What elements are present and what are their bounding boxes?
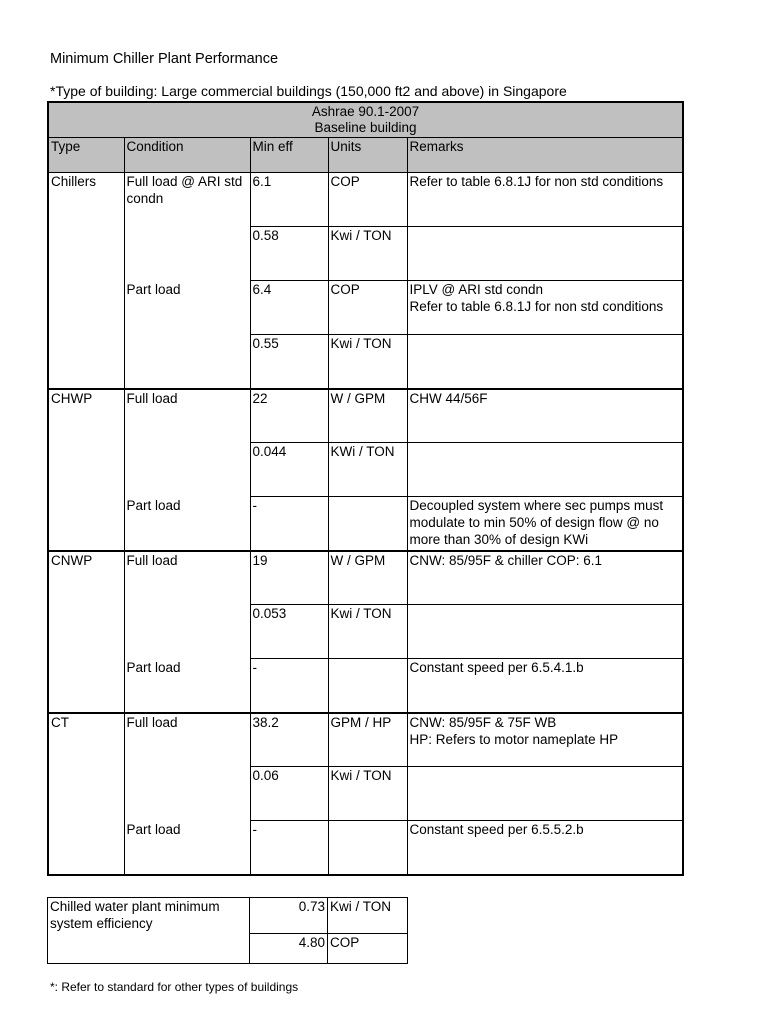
condition: Full load @ ARI std condn (124, 173, 250, 281)
summary-value: 0.73 (250, 898, 328, 934)
condition: Part load (124, 659, 250, 713)
condition: Part load (124, 821, 250, 875)
min-eff: 19 (250, 551, 328, 605)
header-title-row (48, 102, 683, 138)
page-title: Minimum Chiller Plant Performance (50, 51, 279, 67)
condition: Full load (124, 551, 250, 659)
summary-units: COP (328, 934, 408, 964)
remarks (407, 227, 683, 281)
building-type-note: *Type of building: Large commercial buildings (150,000 ft2 and above) in Singapore (50, 83, 567, 99)
min-eff: 6.1 (250, 173, 328, 227)
units: COP (328, 173, 407, 227)
table-row (48, 821, 683, 875)
footnote: *: Refer to standard for other types of buildings (50, 980, 299, 994)
min-eff: - (250, 659, 328, 713)
header-baseline: Baseline building (314, 120, 417, 135)
equipment-type: CT (48, 713, 124, 875)
min-eff: 0.06 (250, 767, 328, 821)
units: KWi / TON (328, 443, 407, 497)
column-header: Min eff (250, 138, 328, 173)
remarks: Constant speed per 6.5.5.2.b (407, 821, 683, 875)
min-eff: 0.044 (250, 443, 328, 497)
summary-label: Chilled water plant minimum system efficiency (48, 898, 250, 964)
remarks: CHW 44/56F (407, 389, 683, 443)
table-row (48, 551, 683, 605)
units: GPM / HP (328, 713, 407, 767)
summary-table (47, 897, 408, 964)
min-eff: 0.053 (250, 605, 328, 659)
equipment-type: CHWP (48, 389, 124, 551)
remarks (407, 767, 683, 821)
equipment-type: Chillers (48, 173, 124, 389)
column-header: Units (328, 138, 407, 173)
table-row (48, 497, 683, 551)
summary-units: Kwi / TON (328, 898, 408, 934)
table-row (48, 713, 683, 767)
remarks: Decoupled system where sec pumps must modulate to min 50% of design flow @ no more than 30% of design KWi (407, 497, 683, 551)
table-row (48, 281, 683, 335)
min-eff: 0.58 (250, 227, 328, 281)
units: W / GPM (328, 389, 407, 443)
units: W / GPM (328, 551, 407, 605)
min-eff: 22 (250, 389, 328, 443)
condition: Full load (124, 713, 250, 821)
units: COP (328, 281, 407, 335)
units (328, 497, 407, 551)
min-eff: 0.55 (250, 335, 328, 389)
summary-value: 4.80 (250, 934, 328, 964)
remarks (407, 605, 683, 659)
units: Kwi / TON (328, 335, 407, 389)
remarks: Refer to table 6.8.1J for non std conditions (407, 173, 683, 227)
units: Kwi / TON (328, 227, 407, 281)
column-header: Remarks (407, 138, 683, 173)
column-header: Condition (124, 138, 250, 173)
units: Kwi / TON (328, 605, 407, 659)
min-eff: - (250, 821, 328, 875)
min-eff: - (250, 497, 328, 551)
units (328, 821, 407, 875)
min-eff: 38.2 (250, 713, 328, 767)
remarks (407, 443, 683, 497)
remarks: Constant speed per 6.5.4.1.b (407, 659, 683, 713)
header-standard: Ashrae 90.1-2007 (311, 104, 420, 119)
equipment-type: CNWP (48, 551, 124, 713)
column-header: Type (48, 138, 124, 173)
header-title (48, 102, 683, 138)
condition: Part load (124, 497, 250, 551)
condition: Part load (124, 281, 250, 389)
remarks: CNW: 85/95F & 75F WB HP: Refers to motor nameplate HP (407, 713, 683, 767)
table-row (48, 173, 683, 227)
table-row (48, 659, 683, 713)
performance-table (47, 101, 684, 876)
units (328, 659, 407, 713)
remarks: IPLV @ ARI std condn Refer to table 6.8.1J for non std conditions (407, 281, 683, 335)
column-header-row (48, 138, 683, 173)
units: Kwi / TON (328, 767, 407, 821)
remarks: CNW: 85/95F & chiller COP: 6.1 (407, 551, 683, 605)
remarks (407, 335, 683, 389)
condition: Full load (124, 389, 250, 497)
min-eff: 6.4 (250, 281, 328, 335)
table-row (48, 389, 683, 443)
